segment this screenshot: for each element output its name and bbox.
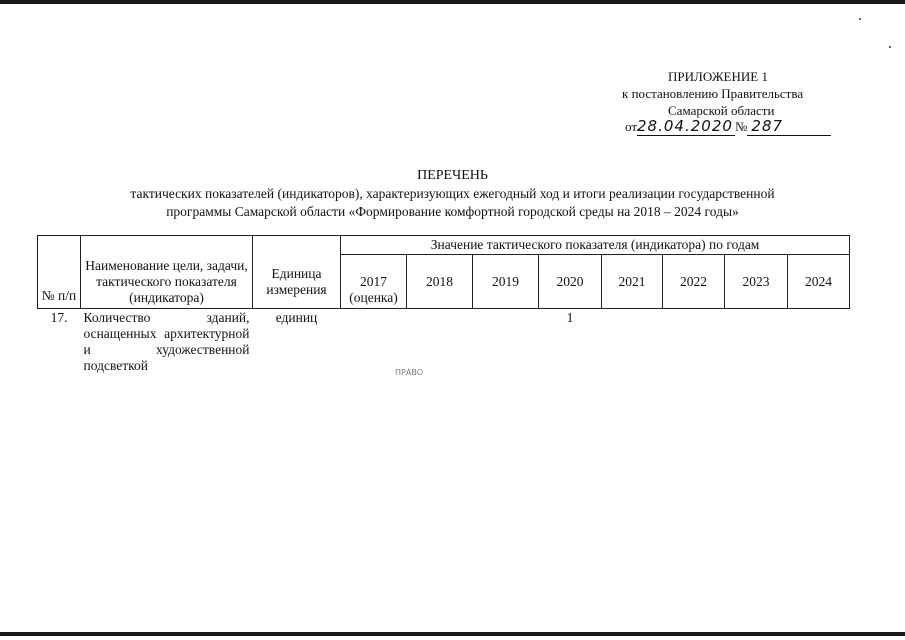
stamp-text: ПРАВО — [395, 368, 424, 377]
col-header-year: 2022 — [663, 255, 725, 309]
faint-stamp — [395, 368, 423, 377]
row-value-2019 — [473, 309, 539, 376]
scan-edge-bottom — [0, 632, 905, 636]
scan-speck — [859, 18, 861, 20]
row-value-2024 — [788, 309, 850, 376]
row-unit: единиц — [275, 310, 318, 325]
year-label: 2017 — [360, 274, 387, 289]
col-header-year: 2019 — [473, 255, 539, 309]
appendix-region-line: Самарской области — [668, 103, 775, 118]
col-header-year: 2020 — [539, 255, 602, 309]
row-value-2017 — [341, 309, 407, 376]
appendix-date-line — [625, 118, 843, 136]
scan-speck — [889, 46, 891, 48]
document-heading: ПЕРЕЧЕНЬ — [417, 168, 488, 183]
row-number: 17. — [50, 310, 68, 325]
col-header-year: 2024 — [788, 255, 850, 309]
indicators-table — [37, 235, 850, 375]
document-subtitle-line-1: тактических показателей (индикаторов), характеризующих ежегодный ход и итоги реализации государственной — [130, 186, 775, 201]
col-header-year: 2021 — [602, 255, 663, 309]
handwritten-number: 287 — [747, 118, 831, 136]
col-header-year — [341, 255, 407, 309]
row-value-2018 — [407, 309, 473, 376]
row-value-2022 — [663, 309, 725, 376]
appendix-resolution-line: к постановлению Правительства — [622, 86, 804, 101]
col-header-year: 2018 — [407, 255, 473, 309]
year-note: (оценка) — [349, 290, 398, 305]
appendix-title: ПРИЛОЖЕНИЕ 1 — [668, 69, 768, 84]
col-header-number: № п/п — [38, 236, 81, 309]
table-row — [38, 309, 850, 376]
row-indicator-name: Количество зданий, оснащенных архитектурной и художественной подсветкой — [83, 310, 250, 373]
col-header-unit: Единица измерения — [253, 236, 341, 309]
col-header-name: Наименование цели, задачи, тактического показателя (индикатора) — [81, 236, 253, 309]
row-value-2021 — [602, 309, 663, 376]
handwritten-date: 28.04.2020 — [637, 118, 735, 136]
row-value-2020: 1 — [566, 310, 574, 325]
col-header-year: 2023 — [725, 255, 788, 309]
row-value-2023 — [725, 309, 788, 376]
col-header-values-group: Значение тактического показателя (индикатора) по годам — [341, 236, 850, 255]
number-prefix: № — [735, 119, 748, 134]
document-subtitle-line-2: программы Самарской области «Формирование комфортной городской среды на 2018 – 2024 годы» — [166, 204, 739, 219]
scan-edge-top — [0, 0, 905, 4]
date-prefix: от — [625, 119, 638, 134]
